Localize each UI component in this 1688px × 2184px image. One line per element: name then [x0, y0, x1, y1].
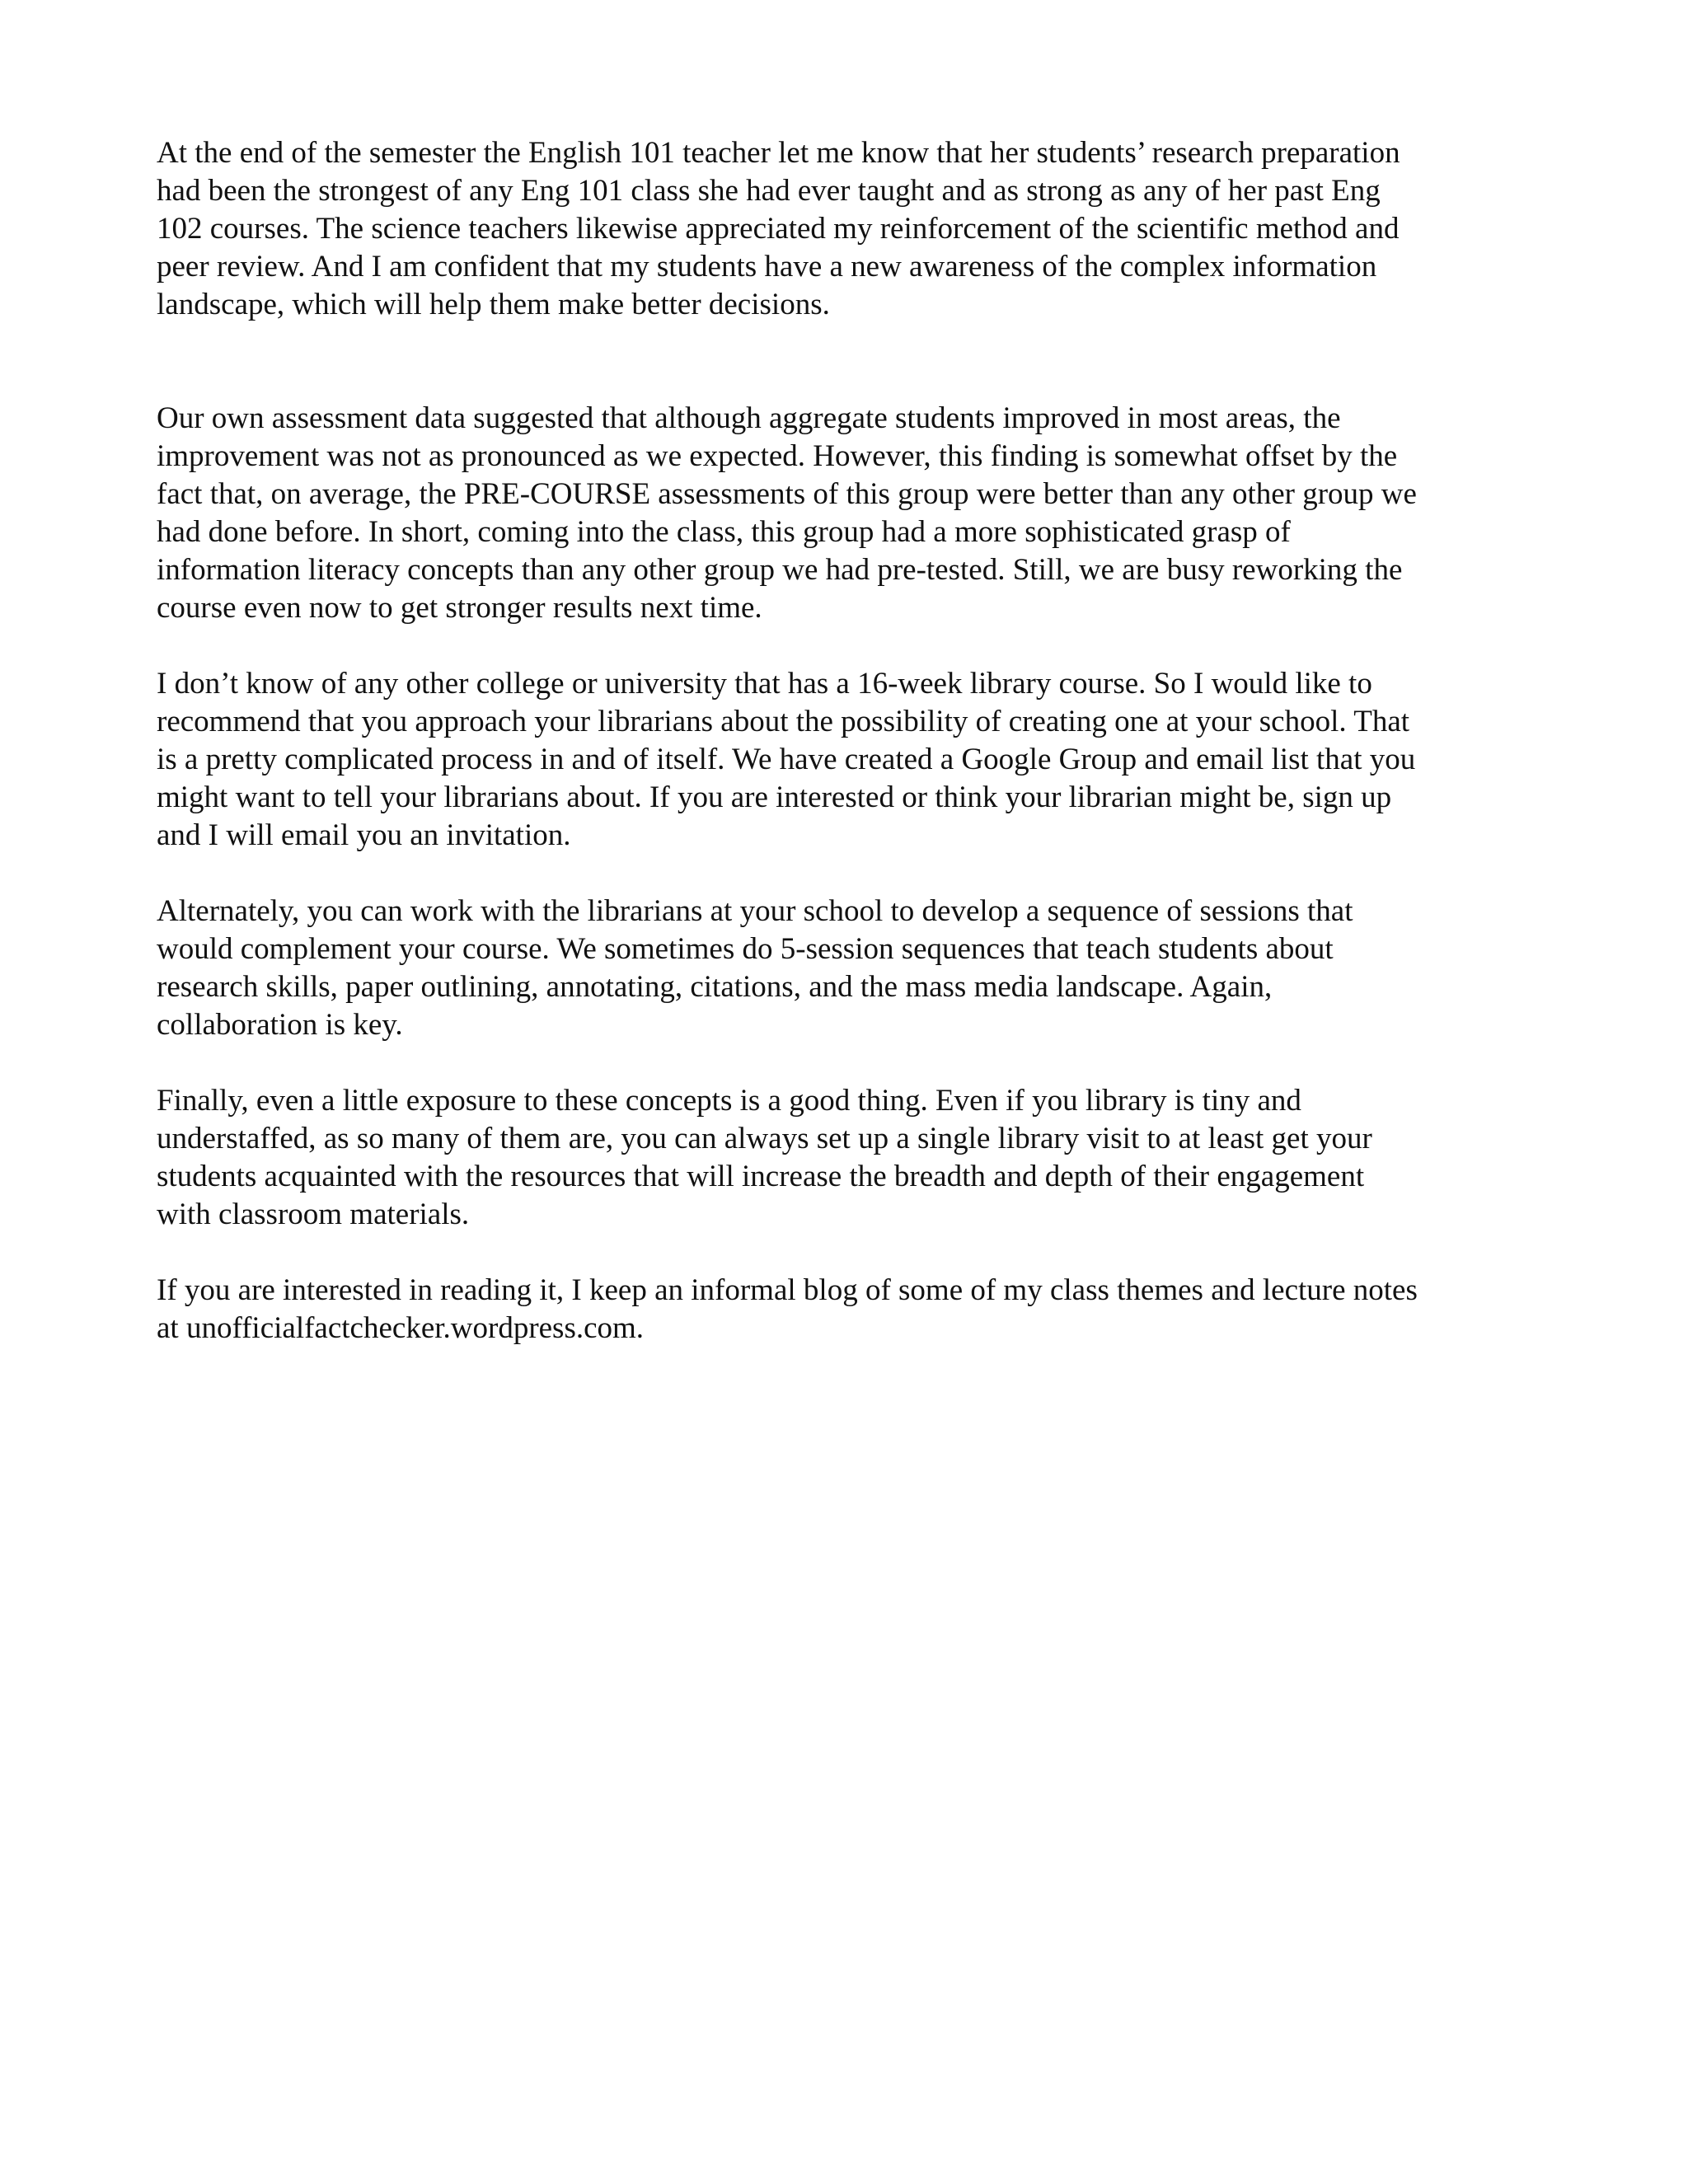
paragraph-library-visit: Finally, even a little exposure to these concepts is a good thing. Even if you library is tiny and understaffed, as so many of them are, you can always set up a single library visit to at least get your students acquainted with the resources that will increase the breadth and depth of their engagement with classroom materials.	[157, 1084, 1372, 1231]
paragraph-library-course: I don’t know of any other college or university that has a 16-week library course. So I would like to recommend that you approach your librarians about the possibility of creating one at your school. That is a pretty complicated process in and of itself. We have created a Google Group and email list that you might want to tell your librarians about. If you are interested or think your librarian might be, sign up and I will email you an invitation.	[157, 667, 1416, 852]
paragraph-semester-outcome: At the end of the semester the English 101 teacher let me know that her students’ research preparation had been the strongest of any Eng 101 class she had ever taught and as strong as any of her past Eng 102 courses. The science teachers likewise appreciated my reinforcement of the scientific method and peer review. And I am confident that my students have a new awareness of the complex information landscape, which will help them make better decisions.	[157, 136, 1400, 321]
paragraph-session-sequences: Alternately, you can work with the librarians at your school to develop a sequence of sessions that would complement your course. We sometimes do 5-session sequences that teach students about research skills, paper outlining, annotating, citations, and the mass media landscape. Again, collaboration is key.	[157, 894, 1353, 1042]
paragraph-assessment-data: Our own assessment data suggested that although aggregate students improved in most areas, the improvement was not as pronounced as we expected. However, this finding is somewhat offset by the fact that, on average, the PRE-COURSE assessments of this group were better than any other group we had done before. In short, coming into the class, this group had a more sophisticated grasp of information literacy concepts than any other group we had pre-tested. Still, we are busy reworking the course even now to get stronger results next time.	[157, 401, 1417, 625]
document-body	[157, 134, 1541, 1347]
paragraph-blog-link: If you are interested in reading it, I keep an informal blog of some of my class themes and lecture notes at unofficialfactchecker.wordpress.com.	[157, 1273, 1418, 1345]
